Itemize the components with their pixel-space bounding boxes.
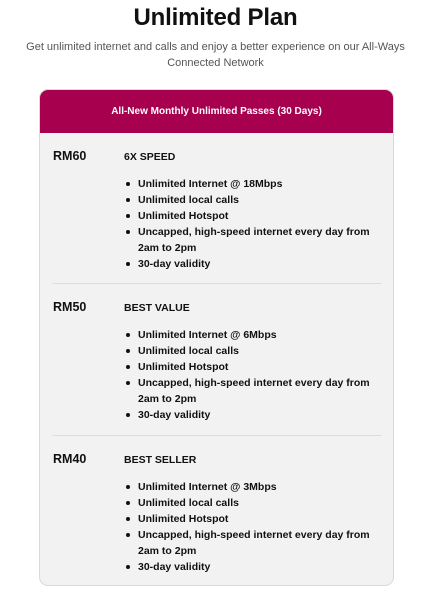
feature-text: 30-day validity bbox=[138, 409, 211, 421]
feature-item bbox=[125, 527, 385, 559]
feature-text: Uncapped, high-speed internet every day from 2am to 2pm bbox=[138, 529, 370, 557]
plan-price: RM60 bbox=[53, 149, 87, 163]
feature-item bbox=[125, 176, 385, 192]
plan-tag: 6X SPEED bbox=[124, 151, 176, 163]
feature-text: 30-day validity bbox=[138, 258, 211, 270]
bullet-icon bbox=[126, 565, 130, 569]
feature-text: 30-day validity bbox=[138, 561, 211, 573]
plan-row bbox=[40, 133, 393, 284]
bullet-icon bbox=[126, 230, 130, 234]
feature-text: Unlimited local calls bbox=[138, 194, 239, 206]
feature-item bbox=[125, 192, 385, 208]
bullet-icon bbox=[126, 182, 130, 186]
plan-tag: BEST VALUE bbox=[124, 302, 190, 314]
feature-text: Unlimited Internet @ 18Mbps bbox=[138, 178, 283, 190]
feature-item bbox=[125, 511, 385, 527]
feature-text: Unlimited Hotspot bbox=[138, 361, 229, 373]
bullet-icon bbox=[126, 365, 130, 369]
feature-item bbox=[125, 407, 385, 423]
card-header bbox=[40, 90, 393, 133]
bullet-icon bbox=[126, 381, 130, 385]
plans-card bbox=[39, 89, 394, 586]
feature-item bbox=[125, 256, 385, 272]
bullet-icon bbox=[126, 214, 130, 218]
feature-text: Unlimited local calls bbox=[138, 345, 239, 357]
page-subtitle: Get unlimited internet and calls and enjoy a better experience on our All-Ways Connected Network bbox=[26, 41, 405, 69]
feature-text: Uncapped, high-speed internet every day from 2am to 2pm bbox=[138, 226, 370, 254]
feature-text: Unlimited Hotspot bbox=[138, 513, 229, 525]
bullet-icon bbox=[126, 533, 130, 537]
feature-list bbox=[125, 479, 385, 575]
bullet-icon bbox=[126, 198, 130, 202]
bullet-icon bbox=[126, 485, 130, 489]
feature-text: Unlimited Internet @ 6Mbps bbox=[138, 329, 277, 341]
feature-item bbox=[125, 479, 385, 495]
feature-text: Unlimited Hotspot bbox=[138, 210, 229, 222]
bullet-icon bbox=[126, 349, 130, 353]
bullet-icon bbox=[126, 413, 130, 417]
plan-row bbox=[40, 436, 393, 586]
feature-text: Unlimited Internet @ 3Mbps bbox=[138, 481, 277, 493]
feature-item bbox=[125, 375, 385, 407]
bullet-icon bbox=[126, 517, 130, 521]
plan-tag: BEST SELLER bbox=[124, 454, 197, 466]
feature-item bbox=[125, 208, 385, 224]
bullet-icon bbox=[126, 333, 130, 337]
bullet-icon bbox=[126, 501, 130, 505]
bullet-icon bbox=[126, 262, 130, 266]
plan-price: RM50 bbox=[53, 300, 87, 314]
page-title: Unlimited Plan bbox=[133, 4, 298, 31]
feature-text: Uncapped, high-speed internet every day from 2am to 2pm bbox=[138, 377, 370, 405]
feature-list bbox=[125, 327, 385, 423]
feature-item bbox=[125, 327, 385, 343]
card-heading: All-New Monthly Unlimited Passes (30 Days) bbox=[111, 106, 322, 117]
plan-row bbox=[40, 284, 393, 436]
feature-item bbox=[125, 224, 385, 256]
feature-item bbox=[125, 559, 385, 575]
feature-list bbox=[125, 176, 385, 272]
feature-item bbox=[125, 343, 385, 359]
plan-price: RM40 bbox=[53, 452, 87, 466]
feature-item bbox=[125, 359, 385, 375]
feature-text: Unlimited local calls bbox=[138, 497, 239, 509]
feature-item bbox=[125, 495, 385, 511]
